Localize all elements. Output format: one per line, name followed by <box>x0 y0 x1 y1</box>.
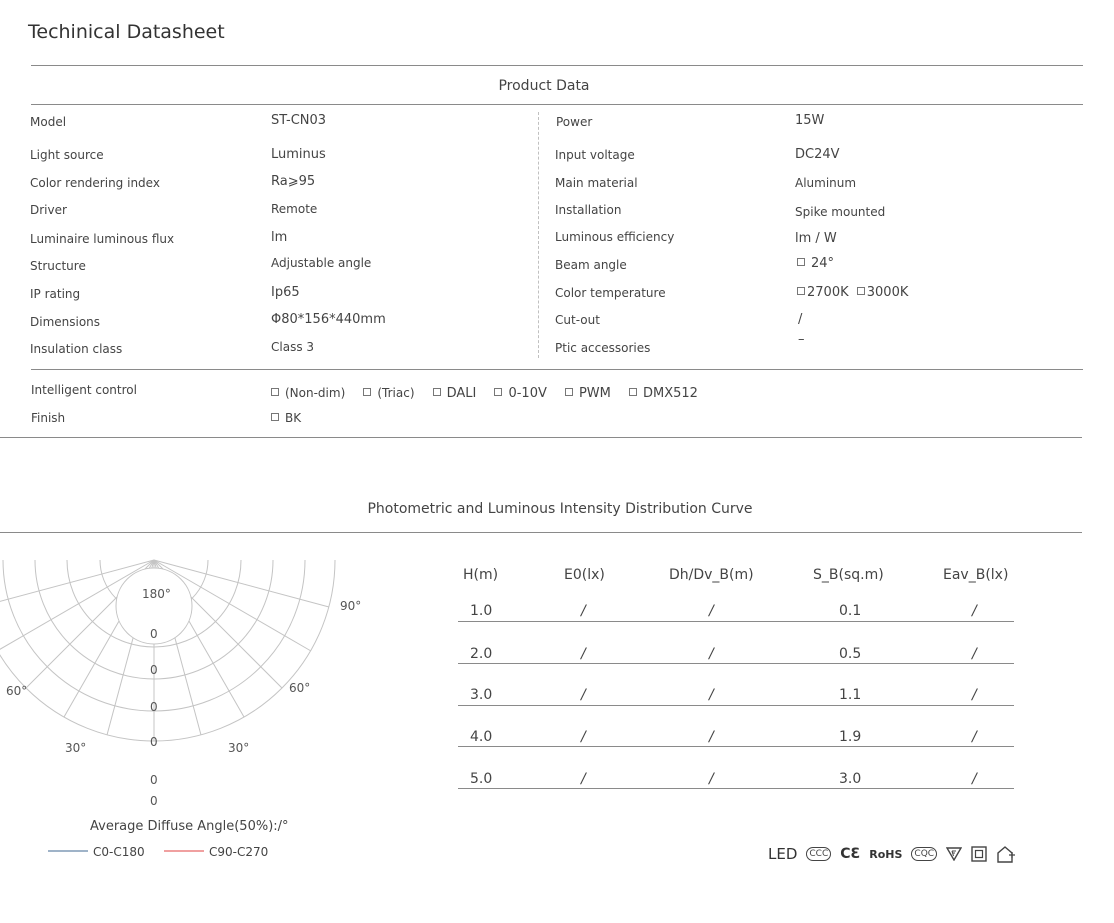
spec-value: / <box>798 312 803 327</box>
ring-value: 0 <box>150 663 158 677</box>
spec-label: Beam angle <box>555 258 627 272</box>
table-cell: / <box>581 687 586 703</box>
cqc-logo: CQC <box>911 847 937 861</box>
table-cell: / <box>709 603 714 619</box>
spec-value: ST-CN03 <box>271 113 327 128</box>
angle-label-90: 90° <box>340 599 362 613</box>
checkbox-icon <box>797 258 805 266</box>
beam-angle-value: 24° <box>811 256 835 271</box>
certification-logos <box>768 845 1016 863</box>
angle-label-60-right: 60° <box>289 681 311 695</box>
table-cell: 2.0 <box>470 646 493 662</box>
checkbox-icon <box>271 413 279 421</box>
spec-value: Spike mounted <box>795 205 886 219</box>
ring-value: 0 <box>150 627 158 641</box>
table-cell: / <box>972 603 977 619</box>
row-divider <box>458 705 1014 706</box>
ring-value: 0 <box>150 794 158 808</box>
spec-label: Main material <box>555 176 638 190</box>
control-option-dmx512: DMX512 <box>629 386 698 401</box>
spec-value: Ra⩾95 <box>271 174 316 189</box>
row-divider <box>458 746 1014 747</box>
checkbox-icon <box>857 287 865 295</box>
control-option-nondim: (Non-dim) <box>271 386 345 400</box>
spec-value: Remote <box>271 202 318 216</box>
table-cell: / <box>709 687 714 703</box>
product-data-heading: Product Data <box>498 78 590 94</box>
spec-label: Light source <box>30 148 104 162</box>
led-logo: LED <box>768 845 798 863</box>
table-cell: 1.1 <box>839 687 862 703</box>
table-cell: / <box>709 729 714 745</box>
spec-value <box>797 256 834 271</box>
color-temp-options <box>797 285 908 300</box>
angle-label-30-right: 30° <box>228 741 250 755</box>
spec-label: Driver <box>30 203 67 217</box>
spec-label: Installation <box>555 203 622 217</box>
spec-value: Luminus <box>271 147 326 162</box>
checkbox-icon <box>629 388 637 396</box>
table-cell: / <box>581 771 586 787</box>
spec-value: Φ80*156*440mm <box>271 312 386 327</box>
ce-logo: CƐ <box>840 846 861 862</box>
table-cell: 0.5 <box>839 646 862 662</box>
table-cell: / <box>972 771 977 787</box>
checkbox-icon <box>433 388 441 396</box>
table-header: H(m) <box>463 567 499 583</box>
control-option-triac: (Triac) <box>363 386 414 400</box>
f-mark-icon <box>946 847 962 861</box>
spec-label: Ptic accessories <box>555 341 651 355</box>
spec-value: Adjustable angle <box>271 256 372 270</box>
spec-label: Color temperature <box>555 286 666 300</box>
control-option-dali: DALI <box>433 386 477 401</box>
checkbox-icon <box>494 388 502 396</box>
divider-bottom <box>0 437 1082 438</box>
angle-label-30-left: 30° <box>65 741 87 755</box>
table-cell: / <box>581 729 586 745</box>
row-divider <box>458 788 1014 789</box>
legend-swatch-c90 <box>164 850 204 852</box>
table-header: E0(lx) <box>564 567 605 583</box>
spec-label: Structure <box>30 259 86 273</box>
color-temp-2700: 2700K <box>807 285 849 300</box>
ring-value: 0 <box>150 773 158 787</box>
table-cell: 1.9 <box>839 729 862 745</box>
spec-value: 15W <box>795 113 825 128</box>
spec-label: Luminous efficiency <box>555 230 675 244</box>
legend-label-c90: C90-C270 <box>209 845 269 859</box>
divider-photometric <box>0 532 1082 533</box>
table-cell: 3.0 <box>470 687 493 703</box>
row-divider <box>458 621 1014 622</box>
spec-column-divider <box>538 112 539 358</box>
finish-value: BK <box>271 411 301 425</box>
divider-top <box>31 65 1083 66</box>
ccc-logo: CCC <box>806 847 831 861</box>
spec-value: Class 3 <box>271 340 315 354</box>
legend-swatch-c0 <box>48 850 88 852</box>
photometric-heading: Photometric and Luminous Intensity Distribution Curve <box>367 501 753 517</box>
class-ii-icon <box>971 846 987 862</box>
intelligent-control-label: Intelligent control <box>31 383 137 397</box>
control-option-0-10v: 0-10V <box>494 386 546 401</box>
table-header: S_B(sq.m) <box>813 567 884 583</box>
spec-label: Power <box>556 115 593 129</box>
ring-value: 0 <box>150 735 158 749</box>
table-cell: / <box>581 646 586 662</box>
table-cell: / <box>972 646 977 662</box>
table-cell: 5.0 <box>470 771 493 787</box>
spec-value: – <box>798 332 805 347</box>
spec-label: IP rating <box>30 287 81 301</box>
table-cell: 4.0 <box>470 729 493 745</box>
table-cell: / <box>709 646 714 662</box>
color-temp-3000: 3000K <box>866 285 909 300</box>
spec-value: Ip65 <box>271 285 300 300</box>
legend-label-c0: C0-C180 <box>93 845 145 859</box>
intelligent-control-options <box>271 382 711 401</box>
table-header: Eav_B(lx) <box>943 567 1009 583</box>
control-option-pwm: PWM <box>565 386 611 401</box>
checkbox-icon <box>363 388 371 396</box>
spec-label: Model <box>30 115 67 129</box>
indoor-use-icon <box>996 845 1016 863</box>
table-cell: 1.0 <box>470 603 493 619</box>
spec-label: Luminaire luminous flux <box>30 232 175 246</box>
spec-label: Insulation class <box>30 342 123 356</box>
finish-label: Finish <box>31 411 66 425</box>
spec-value: lm <box>271 230 288 245</box>
table-header: Dh/Dv_B(m) <box>669 567 754 583</box>
spec-value: lm / W <box>795 231 837 246</box>
table-cell: / <box>972 729 977 745</box>
ring-value: 0 <box>150 700 158 714</box>
checkbox-icon <box>565 388 573 396</box>
spec-value: DC24V <box>795 147 840 162</box>
divider-product-head <box>31 104 1083 105</box>
polar-distribution-chart <box>0 540 400 820</box>
spec-label: Color rendering index <box>30 176 160 190</box>
table-cell: / <box>972 687 977 703</box>
table-cell: 3.0 <box>839 771 862 787</box>
angle-label-60-left: 60° <box>6 684 28 698</box>
table-cell: 0.1 <box>839 603 862 619</box>
rohs-logo: RoHS <box>869 847 903 861</box>
angle-label-180: 180° <box>142 587 171 601</box>
table-cell: / <box>709 771 714 787</box>
spec-label: Input voltage <box>555 148 635 162</box>
table-cell: / <box>581 603 586 619</box>
page-title: Techinical Datasheet <box>28 21 225 43</box>
spec-label: Dimensions <box>30 315 101 329</box>
row-divider <box>458 663 1014 664</box>
spec-label: Cut-out <box>555 313 600 327</box>
spec-value: Aluminum <box>795 176 857 190</box>
average-diffuse-angle: Average Diffuse Angle(50%):/° <box>90 819 289 834</box>
checkbox-icon <box>271 388 279 396</box>
checkbox-icon <box>797 287 805 295</box>
divider-controls <box>31 369 1083 370</box>
